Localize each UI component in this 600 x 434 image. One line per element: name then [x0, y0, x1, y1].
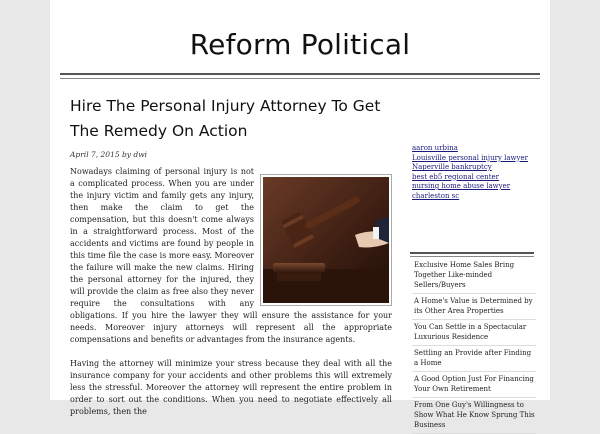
recent-post-item[interactable] — [412, 294, 536, 320]
sidebar-link[interactable]: best eb5 regional center — [412, 172, 499, 181]
sidebar-link-item — [412, 182, 532, 192]
recent-posts-divider-thin — [410, 256, 534, 257]
recent-post-link[interactable]: You Can Settle in a Spectacular Luxurious Residence — [414, 323, 527, 341]
site-title[interactable]: Reform Political — [189, 28, 411, 61]
post-paragraph: Nowadays claiming of personal injury is not a complicated process. When you are under the injury victim and family gets any injury, then make the claim to get the compensation, but this doesn't come always in a straightforward process. Most of the accidents and victims are found by people in this time file the case is more easy. Moreover the failure will make the new claims. Hiring the personal attorney for the injured, they will provide the claim as free also they never require the consultations with any obligations. If you hire the lawyer they will ensure the assistance for your needs. Moreover injury attorneys will represent all the appropriate compensations and benefits or advantages from the insurance agents. — [70, 167, 392, 344]
sidebar-link[interactable]: aaron urbina — [412, 144, 458, 152]
sidebar-link-item — [412, 163, 532, 173]
sidebar-link-item — [412, 192, 532, 202]
post-title[interactable]: Hire The Personal Injury Attorney To Get The Remedy On Action — [70, 97, 381, 140]
page — [50, 0, 550, 429]
recent-post-item[interactable] — [412, 258, 536, 294]
recent-post-link[interactable]: From One Guy's Willingness to Show What He Know Sprung This Business — [414, 401, 535, 429]
post-body — [70, 166, 392, 430]
recent-post-link[interactable]: Settling an Provide after Finding a Home — [414, 349, 532, 367]
gavel-image — [260, 174, 392, 306]
sidebar-link-item — [412, 173, 532, 183]
gavel-illustration — [263, 177, 389, 303]
recent-post-item[interactable] — [412, 346, 536, 372]
recent-post-link[interactable]: A Good Option Just For Financing Your Own Retirement — [414, 375, 534, 393]
sidebar-link-item — [412, 154, 532, 164]
sidebar-link[interactable]: Naperville bankruptcy — [412, 163, 492, 171]
recent-post-link[interactable]: Exclusive Home Sales Bring Together Like-minded Sellers/Buyers — [414, 261, 515, 289]
recent-post-link[interactable]: A Home's Value is Determined by its Other Area Properties — [414, 297, 533, 315]
header-divider-thin — [60, 78, 540, 79]
recent-posts-list — [412, 258, 536, 434]
sidebar-link[interactable]: Louisville personal injury lawyer — [412, 153, 528, 162]
recent-post-item[interactable] — [412, 372, 536, 398]
post-meta: April 7, 2015 by dwi — [70, 150, 148, 159]
recent-post-item[interactable] — [412, 398, 536, 434]
sidebar-link[interactable]: nursing home abuse lawyer — [412, 182, 511, 190]
sidebar-link-item — [412, 144, 532, 154]
sidebar-links — [412, 144, 532, 201]
recent-posts-divider — [410, 252, 534, 254]
recent-post-item[interactable] — [412, 320, 536, 346]
header-divider — [60, 73, 540, 75]
post-paragraph: Having the attorney will minimize your stress because they deal with all the insurance company for your accidents and other problems this will extremely less the stressful. Moreover the attorney will represent the entire problem in order to sort out the conditions. When you need to negotiate effectively all problems, then the — [70, 359, 392, 416]
sidebar-link[interactable]: charleston sc — [412, 191, 460, 200]
